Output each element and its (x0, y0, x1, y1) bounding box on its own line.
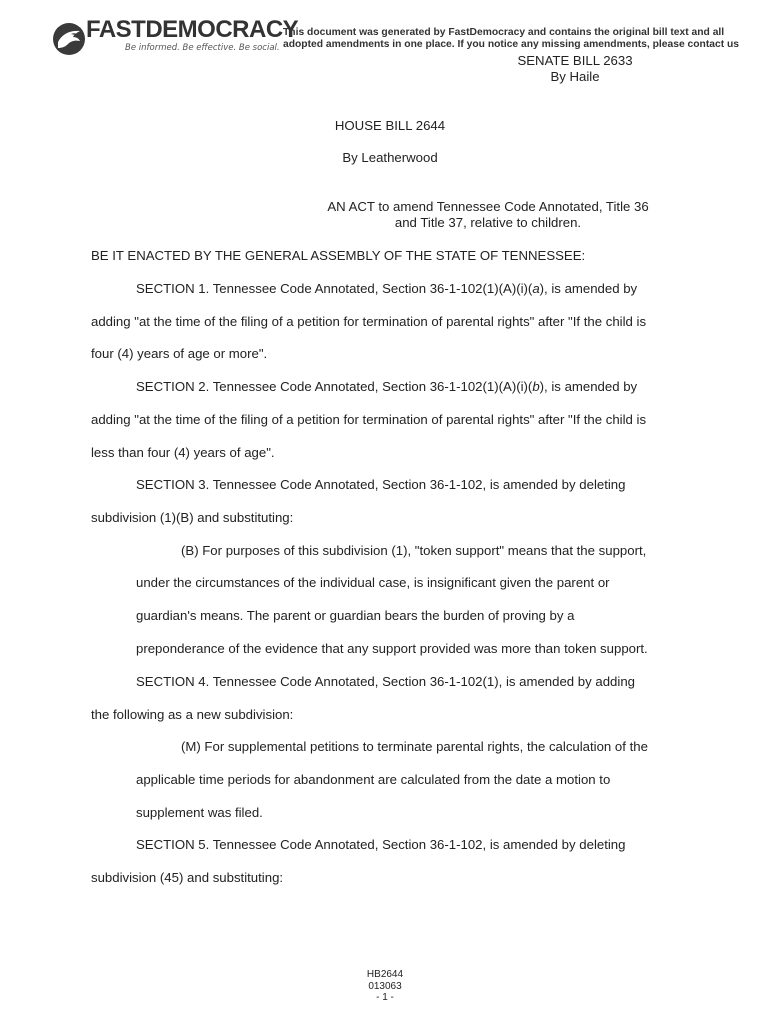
section1-text-a: SECTION 1. Tennessee Code Annotated, Section 36-1-102(1)(A)(i)( (136, 281, 533, 296)
logo-tagline: Be informed. Be effective. Be social. (125, 43, 280, 53)
senate-bill-number: SENATE BILL 2633 (517, 53, 633, 68)
act-title-line1: AN ACT to amend Tennessee Code Annotated, Title 36 (327, 199, 649, 214)
section2-line1 (136, 379, 637, 394)
section5-line1: SECTION 5. Tennessee Code Annotated, Section 36-1-102, is amended by deleting (136, 837, 626, 852)
page-footer (345, 969, 425, 1004)
house-bill-number: HOUSE BILL 2644 (334, 118, 446, 133)
section4-sub-line3: supplement was filed. (136, 805, 263, 820)
act-title (310, 199, 666, 231)
section1-text-italic: a (532, 281, 540, 296)
section3-sub-line4: preponderance of the evidence that any support provided was more than token support. (136, 641, 648, 656)
section3-line2: subdivision (1)(B) and substituting: (91, 510, 294, 525)
section1-line2: adding "at the time of the filing of a petition for termination of parental rights" after "If the child is (91, 314, 647, 329)
section2-text-a: SECTION 2. Tennessee Code Annotated, Section 36-1-102(1)(A)(i)( (136, 379, 533, 394)
section4-sub-line1: (M) For supplemental petitions to terminate parental rights, the calculation of the (181, 739, 648, 754)
page-number: - 1 - (376, 992, 394, 1003)
senate-bill-block (505, 53, 645, 85)
section3-line1: SECTION 3. Tennessee Code Annotated, Section 36-1-102, is amended by deleting (136, 477, 626, 492)
footer-bill-code: HB2644 (366, 969, 404, 980)
fastdemocracy-logo (50, 16, 299, 62)
generator-notice: This document was generated by FastDemocracy and contains the original bill text and all adopted amendments in one place. If you notice any missing amendments, please contact us (283, 27, 740, 50)
section3-sub-line1: (B) For purposes of this subdivision (1), "token support" means that the support, (181, 543, 647, 558)
act-title-line2: and Title 37, relative to children. (394, 215, 582, 230)
logo-wordmark: FASTDEMOCRACY (86, 16, 299, 43)
section5-line2: subdivision (45) and substituting: (91, 870, 284, 885)
section2-line3: less than four (4) years of age". (91, 445, 275, 460)
section3-sub-line2: under the circumstances of the individual case, is insignificant given the parent or (136, 575, 610, 590)
section1-line1 (136, 281, 637, 296)
section2-line2: adding "at the time of the filing of a petition for termination of parental rights" after "If the child is (91, 412, 647, 427)
section2-text-italic: b (532, 379, 540, 394)
footer-doc-number: 013063 (368, 980, 402, 992)
section4-line1: SECTION 4. Tennessee Code Annotated, Section 36-1-102(1), is amended by adding (136, 674, 635, 689)
section4-sub-line2: applicable time periods for abandonment are calculated from the date a motion to (136, 772, 611, 787)
section4-line2: the following as a new subdivision: (91, 707, 294, 722)
section1-line3: four (4) years of age or more". (91, 346, 268, 361)
eagle-icon (52, 22, 86, 56)
senate-sponsor: By Haile (550, 69, 600, 84)
section2-text-b: ), is amended by (539, 379, 638, 394)
section1-text-b: ), is amended by (539, 281, 638, 296)
house-sponsor: By Leatherwood (342, 150, 438, 165)
section3-sub-line3: guardian's means. The parent or guardian bears the burden of proving by a (136, 608, 575, 623)
enacting-clause: BE IT ENACTED BY THE GENERAL ASSEMBLY OF THE STATE OF TENNESSEE: (91, 248, 586, 263)
